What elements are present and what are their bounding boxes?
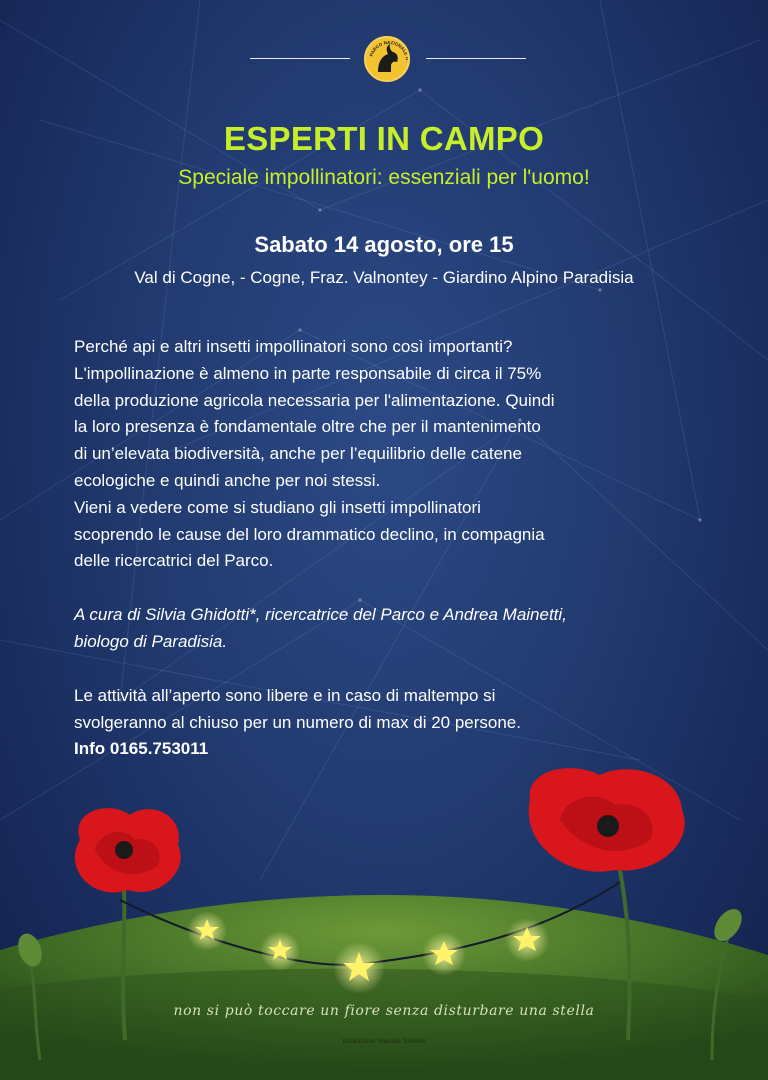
description-line: ecologiche e quindi anche per noi stessi. xyxy=(74,470,381,490)
poppy-flower xyxy=(75,808,181,892)
description-line: la loro presenza è fondamentale oltre che per il mantenimento xyxy=(74,417,541,437)
description-line: Vieni a vedere come si studiano gli insetti impollinatori xyxy=(74,497,481,517)
event-title: ESPERTI IN CAMPO xyxy=(223,120,545,157)
logo-divider-right xyxy=(426,58,526,59)
notice-line: svolgeranno al chiuso per un numero di max di 20 persone. xyxy=(74,712,521,732)
logo-header xyxy=(0,36,768,86)
illustration-credit: Illustrazione: Marcella Tortorelli xyxy=(342,1039,426,1045)
illustration-motto: non si può toccare un fiore senza disturbare una stella xyxy=(173,1003,595,1019)
description-line: di un’elevata biodiversità, anche per l’equilibrio delle catene xyxy=(74,444,522,464)
description-line: Perché api e altri insetti impollinatori sono così importanti? xyxy=(74,337,513,356)
event-subtitle: Speciale impollinatori: essenziali per l'uomo! xyxy=(178,166,590,189)
description-line: L'impollinazione è almeno in parte responsabile di circa il 75% xyxy=(74,363,542,383)
organizers-line: A cura di Silvia Ghidotti*, ricercatrice del Parco e Andrea Mainetti, xyxy=(74,605,567,625)
park-logo xyxy=(364,36,410,82)
organizers-line: biologo di Paradisia. xyxy=(74,631,228,651)
poppy-illustration xyxy=(0,740,768,1080)
poppy-flower xyxy=(529,768,685,872)
description-line: della produzione agricola necessaria per l'alimentazione. Quindi xyxy=(74,390,555,410)
info-phone: Info 0165.753011 xyxy=(74,739,209,759)
description-line: delle ricercatrici del Parco. xyxy=(74,551,274,571)
event-location: Val di Cogne, - Cogne, Fraz. Valnontey - Giardino Alpino Paradisia xyxy=(134,268,634,287)
event-date: Sabato 14 agosto, ore 15 xyxy=(254,232,514,257)
svg-text:PARCO NAZIONALE GRAN PARADISO: PARCO NAZIONALE G xyxy=(368,39,411,61)
description-line: scoprendo le cause del loro drammatico declino, in compagnia xyxy=(74,524,545,544)
logo-text xyxy=(366,38,410,82)
notice-line: Le attività all’aperto sono libere e in caso di maltempo si xyxy=(74,685,496,705)
logo-divider-left xyxy=(250,58,350,59)
event-description xyxy=(74,334,694,763)
